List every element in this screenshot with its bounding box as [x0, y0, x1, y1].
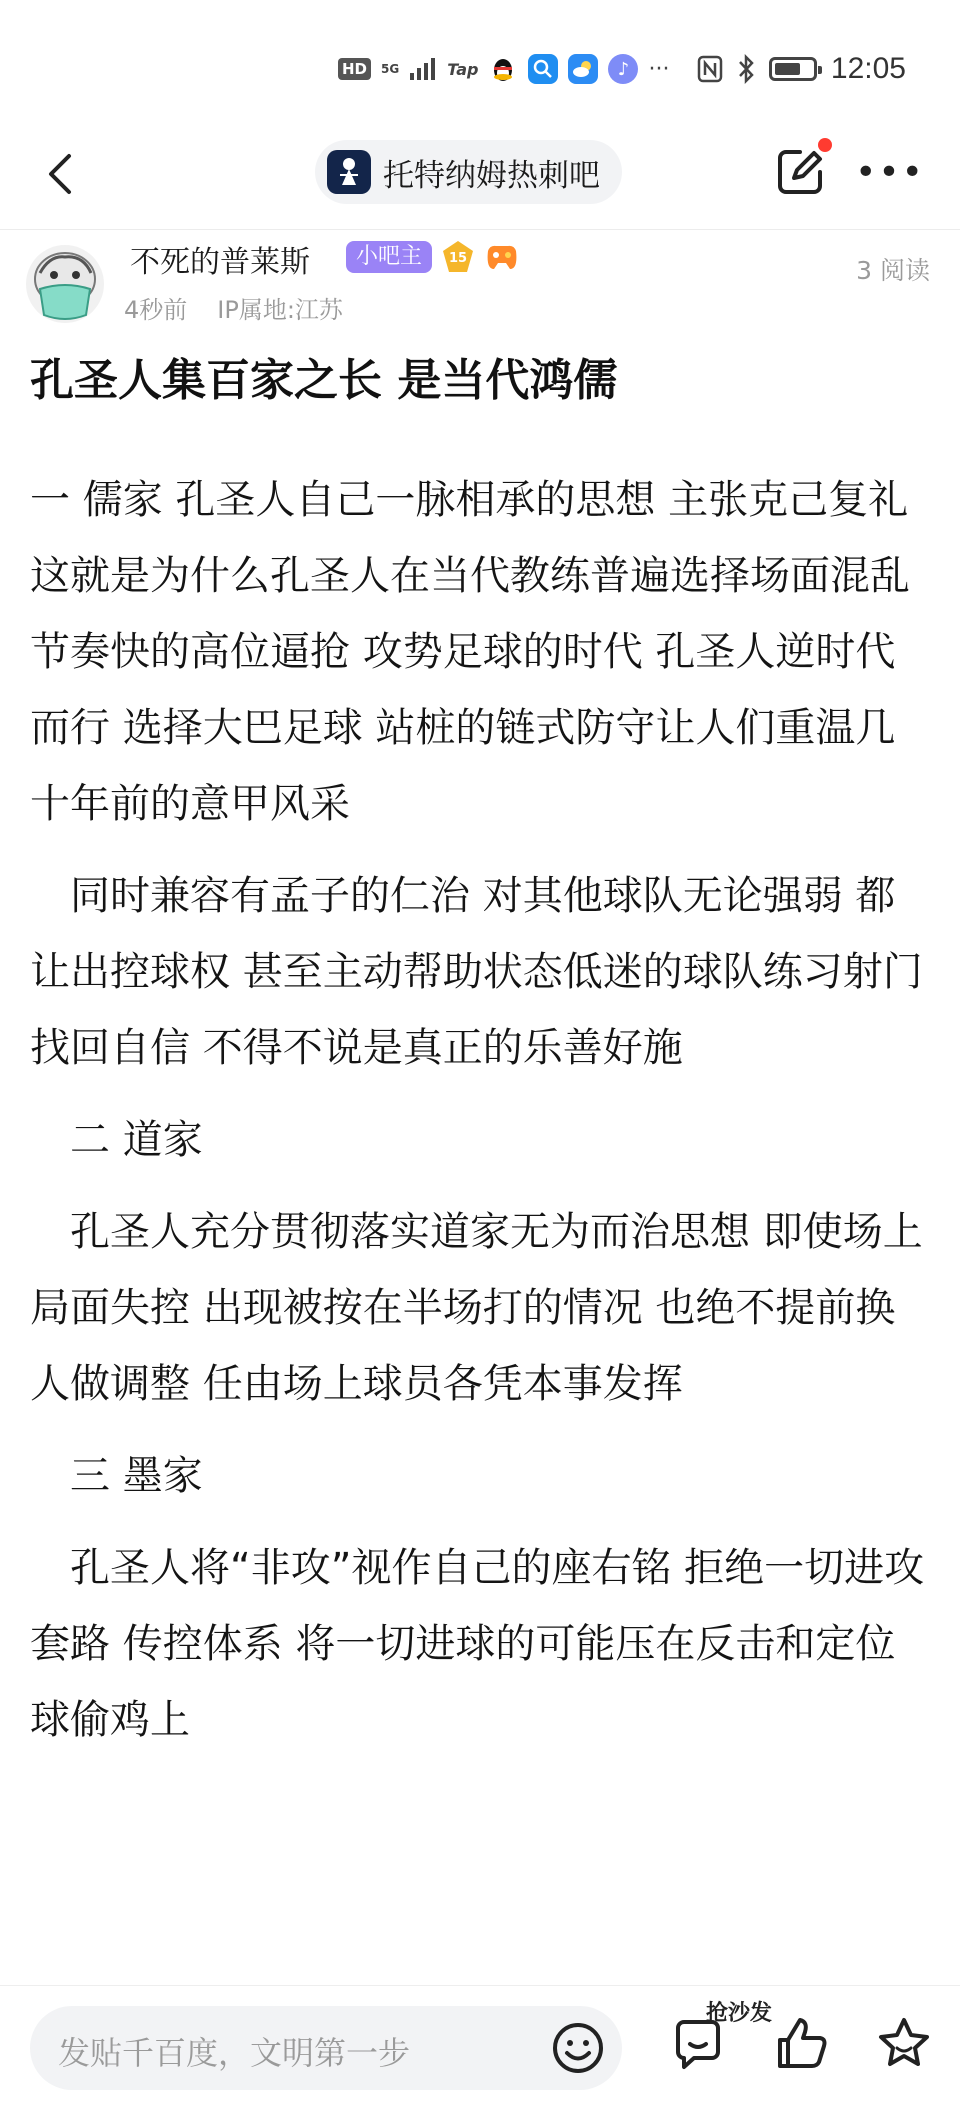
notification-dot [818, 138, 832, 152]
post-paragraph: 同时兼容有孟子的仁治 对其他球队无论强弱 都让出控球权 甚至主动帮助状态低迷的球队练习射门 找回自信 不得不说是真正的乐善好施 [30, 873, 923, 1071]
author-info [0, 235, 960, 330]
level-badge-icon [440, 239, 476, 275]
star-icon [874, 2014, 934, 2074]
back-button[interactable] [30, 144, 90, 204]
like-button[interactable] [772, 2014, 832, 2074]
qq-penguin-icon [488, 54, 518, 84]
battery-level [775, 63, 800, 75]
post-title: 孔圣人集百家之长 是当代鸿儒 [30, 355, 618, 406]
chevron-left-icon [45, 152, 75, 196]
network-label: 5G [381, 62, 400, 76]
forum-entry-button[interactable] [315, 140, 622, 204]
more-notifications-icon: ··· [648, 56, 670, 82]
post-paragraph: 二 道家 [70, 1117, 203, 1163]
status-bar [0, 0, 960, 120]
ip-location: IP属地:江苏 [217, 296, 343, 324]
post-body [30, 462, 935, 1774]
more-options-button[interactable] [855, 142, 925, 202]
tottenham-logo-icon [327, 150, 371, 194]
sofa-label: 抢沙发 [706, 2001, 773, 2026]
reply-input[interactable] [30, 2006, 622, 2090]
emoji-button[interactable] [550, 2020, 606, 2076]
bluetooth-icon [737, 54, 755, 84]
post-paragraph: 三 墨家 [70, 1453, 203, 1499]
weather-icon [568, 54, 598, 84]
more-dots-icon: ••• [855, 151, 925, 193]
level-number: 15 [448, 251, 468, 266]
post-paragraph: 孔圣人将“非攻”视作自己的座右铭 拒绝一切进攻套路 传控体系 将一切进球的可能压在反击和定位球偷鸡上 [30, 1545, 925, 1743]
read-count: 3 阅读 [856, 256, 930, 285]
search-app-icon [528, 54, 558, 84]
avatar[interactable] [26, 245, 104, 323]
music-icon: ♪ [608, 54, 638, 84]
post-paragraph: 孔圣人充分贯彻落实道家无为而治思想 即使场上局面失控 出现被按在半场打的情况 也绝不提前换人做调整 任由场上球员各凭本事发挥 [30, 1209, 923, 1407]
moderator-badge: 小吧主 [346, 241, 432, 273]
forum-name: 托特纳姆热刺吧 [383, 157, 600, 194]
reply-placeholder: 发贴千百度，文明第一步 [58, 2034, 411, 2072]
clock: 12:05 [830, 52, 906, 85]
signal-icon [409, 57, 437, 81]
status-left-icons [338, 54, 669, 84]
smiley-icon [550, 2020, 606, 2076]
author-name[interactable]: 不死的普莱斯 [130, 245, 310, 280]
taptap-icon: Tap [447, 59, 479, 79]
favorite-button[interactable] [874, 2014, 934, 2074]
status-right [697, 52, 906, 86]
post-paragraph: 一 儒家 孔圣人自己一脉相承的思想 主张克己复礼 这就是为什么孔圣人在当代教练普遍选择场面混乱 节奏快的高位逼抢 攻势足球的时代 孔圣人逆时代而行 选择大巴足球 站桩的链式防守让人们重温几十年前的意甲风采 [30, 477, 910, 827]
nfc-icon [697, 55, 723, 83]
hd-icon: HD [338, 58, 371, 80]
battery-icon [769, 57, 817, 81]
top-nav [0, 120, 960, 230]
post-time: 4秒前 [124, 296, 188, 324]
bottom-action-bar [0, 1985, 960, 2112]
author-meta [124, 290, 343, 325]
thumbs-up-icon [772, 2014, 832, 2074]
gamepad-badge-icon [482, 239, 522, 275]
